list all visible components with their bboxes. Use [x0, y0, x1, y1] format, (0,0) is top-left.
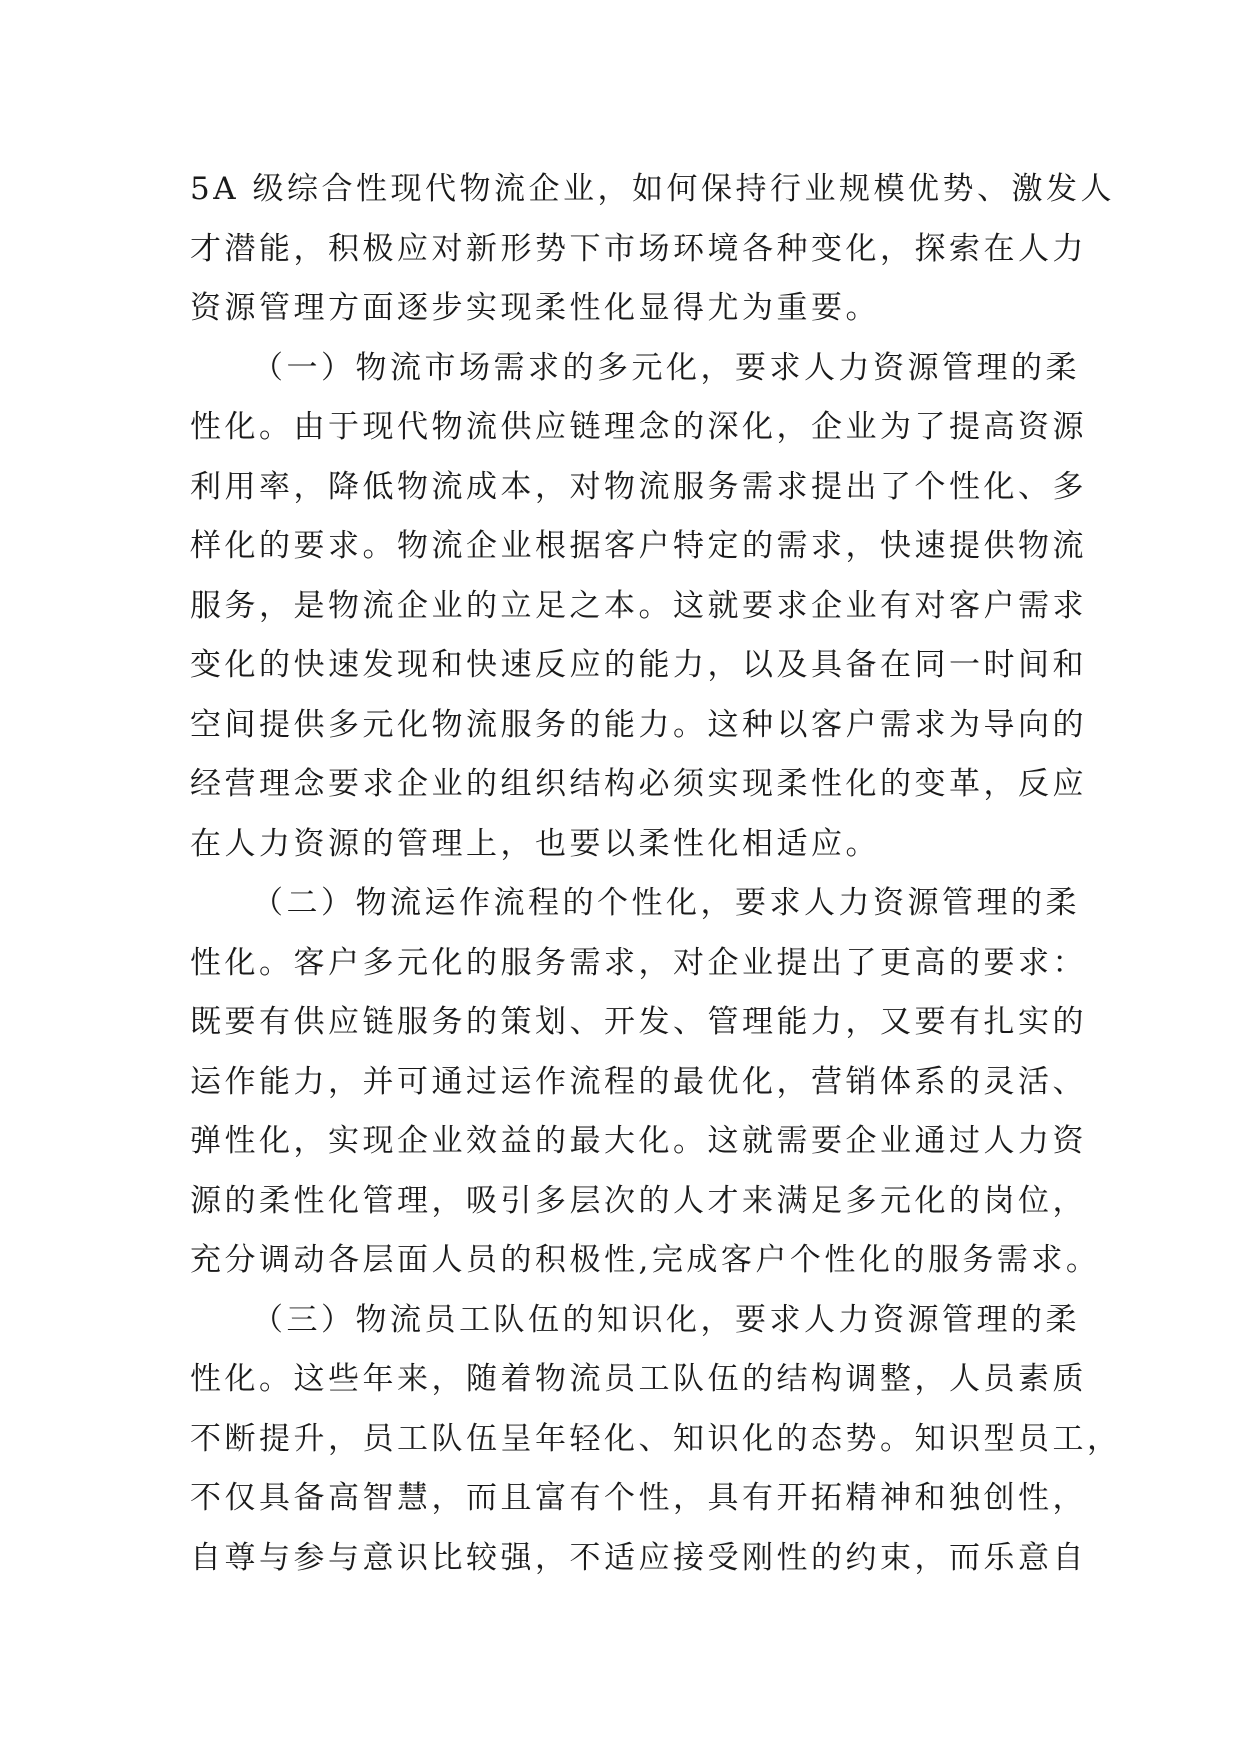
section-3-line: 自尊与参与意识比较强，不适应接受刚性的约束，而乐意自	[190, 1539, 1087, 1576]
intro-line: 5A 级综合性现代物流企业，如何保持行业规模优势、激发人	[190, 171, 1115, 207]
section-1-line: 利用率，降低物流成本，对物流服务需求提出了个性化、多	[190, 468, 1087, 505]
section-1-line: 服务，是物流企业的立足之本。这就要求企业有对客户需求	[190, 587, 1087, 624]
section-2-line: 弹性化，实现企业效益的最大化。这就需要企业通过人力资	[190, 1123, 1087, 1159]
section-2-line: 源的柔性化管理，吸引多层次的人才来满足多元化的岗位，	[190, 1182, 1087, 1219]
section-2-line: 运作能力，并可通过运作流程的最优化，营销体系的灵活、	[190, 1063, 1087, 1100]
section-2-line: 既要有供应链服务的策划、开发、管理能力，又要有扎实的	[190, 1004, 1087, 1040]
section-3-line: 不仅具备高智慧，而且富有个性，具有开拓精神和独创性，	[190, 1480, 1087, 1516]
section-1-line: 样化的要求。物流企业根据客户特定的需求，快速提供物流	[190, 528, 1087, 564]
section-2-line: 充分调动各层面人员的积极性,完成客户个性化的服务需求。	[190, 1242, 1101, 1278]
section-3-heading-line: （三）物流员工队伍的知识化，要求人力资源管理的柔	[252, 1301, 1080, 1338]
intro-line: 资源管理方面逐步实现柔性化显得尤为重要。	[190, 290, 880, 326]
section-3-line: 不断提升，员工队伍呈年轻化、知识化的态势。知识型员工，	[190, 1420, 1122, 1457]
section-1-line: 在人力资源的管理上，也要以柔性化相适应。	[190, 825, 880, 862]
section-2-heading-line: （二）物流运作流程的个性化，要求人力资源管理的柔	[252, 885, 1080, 921]
section-1-line: 变化的快速发现和快速反应的能力，以及具备在同一时间和	[190, 647, 1087, 683]
section-1-line: 性化。由于现代物流供应链理念的深化，企业为了提高资源	[190, 409, 1087, 445]
section-1-heading-line: （一）物流市场需求的多元化，要求人力资源管理的柔	[252, 349, 1080, 386]
section-1-line: 经营理念要求企业的组织结构必须实现柔性化的变革，反应	[190, 766, 1087, 802]
section-3-line: 性化。这些年来，随着物流员工队伍的结构调整，人员素质	[190, 1361, 1087, 1397]
body-text	[190, 160, 1122, 1588]
intro-line: 才潜能，积极应对新形势下市场环境各种变化，探索在人力	[190, 230, 1087, 267]
section-1-line: 空间提供多元化物流服务的能力。这种以客户需求为导向的	[190, 706, 1087, 743]
section-2-line: 性化。客户多元化的服务需求，对企业提出了更高的要求：	[190, 944, 1087, 981]
